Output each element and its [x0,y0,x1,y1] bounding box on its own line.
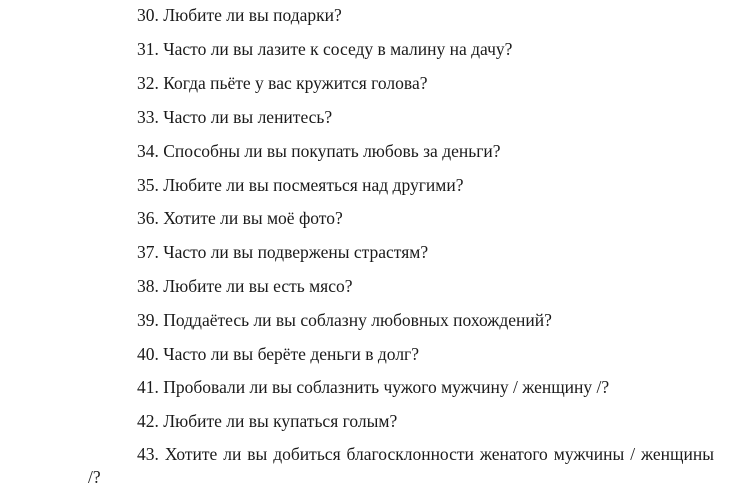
question-32: 32. Когда пьёте у вас кружится голова? [137,73,428,93]
question-35: 35. Любите ли вы посмеяться над другими? [137,175,464,195]
question-30: 30. Любите ли вы подарки? [137,5,342,25]
question-38: 38. Любите ли вы есть мясо? [137,276,353,296]
question-43: 43. Хотите ли вы добиться благосклонности женатого мужчины / женщины /? [88,444,714,487]
question-41: 41. Пробовали ли вы соблазнить чужого мужчину / женщину /? [137,377,610,397]
question-42: 42. Любите ли вы купаться голым? [137,411,398,431]
question-34: 34. Способны ли вы покупать любовь за деньги? [137,141,501,161]
question-39: 39. Поддаётесь ли вы соблазну любовных похождений? [137,310,552,330]
question-37: 37. Часто ли вы подвержены страстям? [137,242,429,262]
question-40: 40. Часто ли вы берёте деньги в долг? [137,344,419,364]
question-31: 31. Часто ли вы лазите к соседу в малину на дачу? [137,39,513,59]
question-36: 36. Хотите ли вы моё фото? [137,208,343,228]
question-33: 33. Часто ли вы ленитесь? [137,107,333,127]
